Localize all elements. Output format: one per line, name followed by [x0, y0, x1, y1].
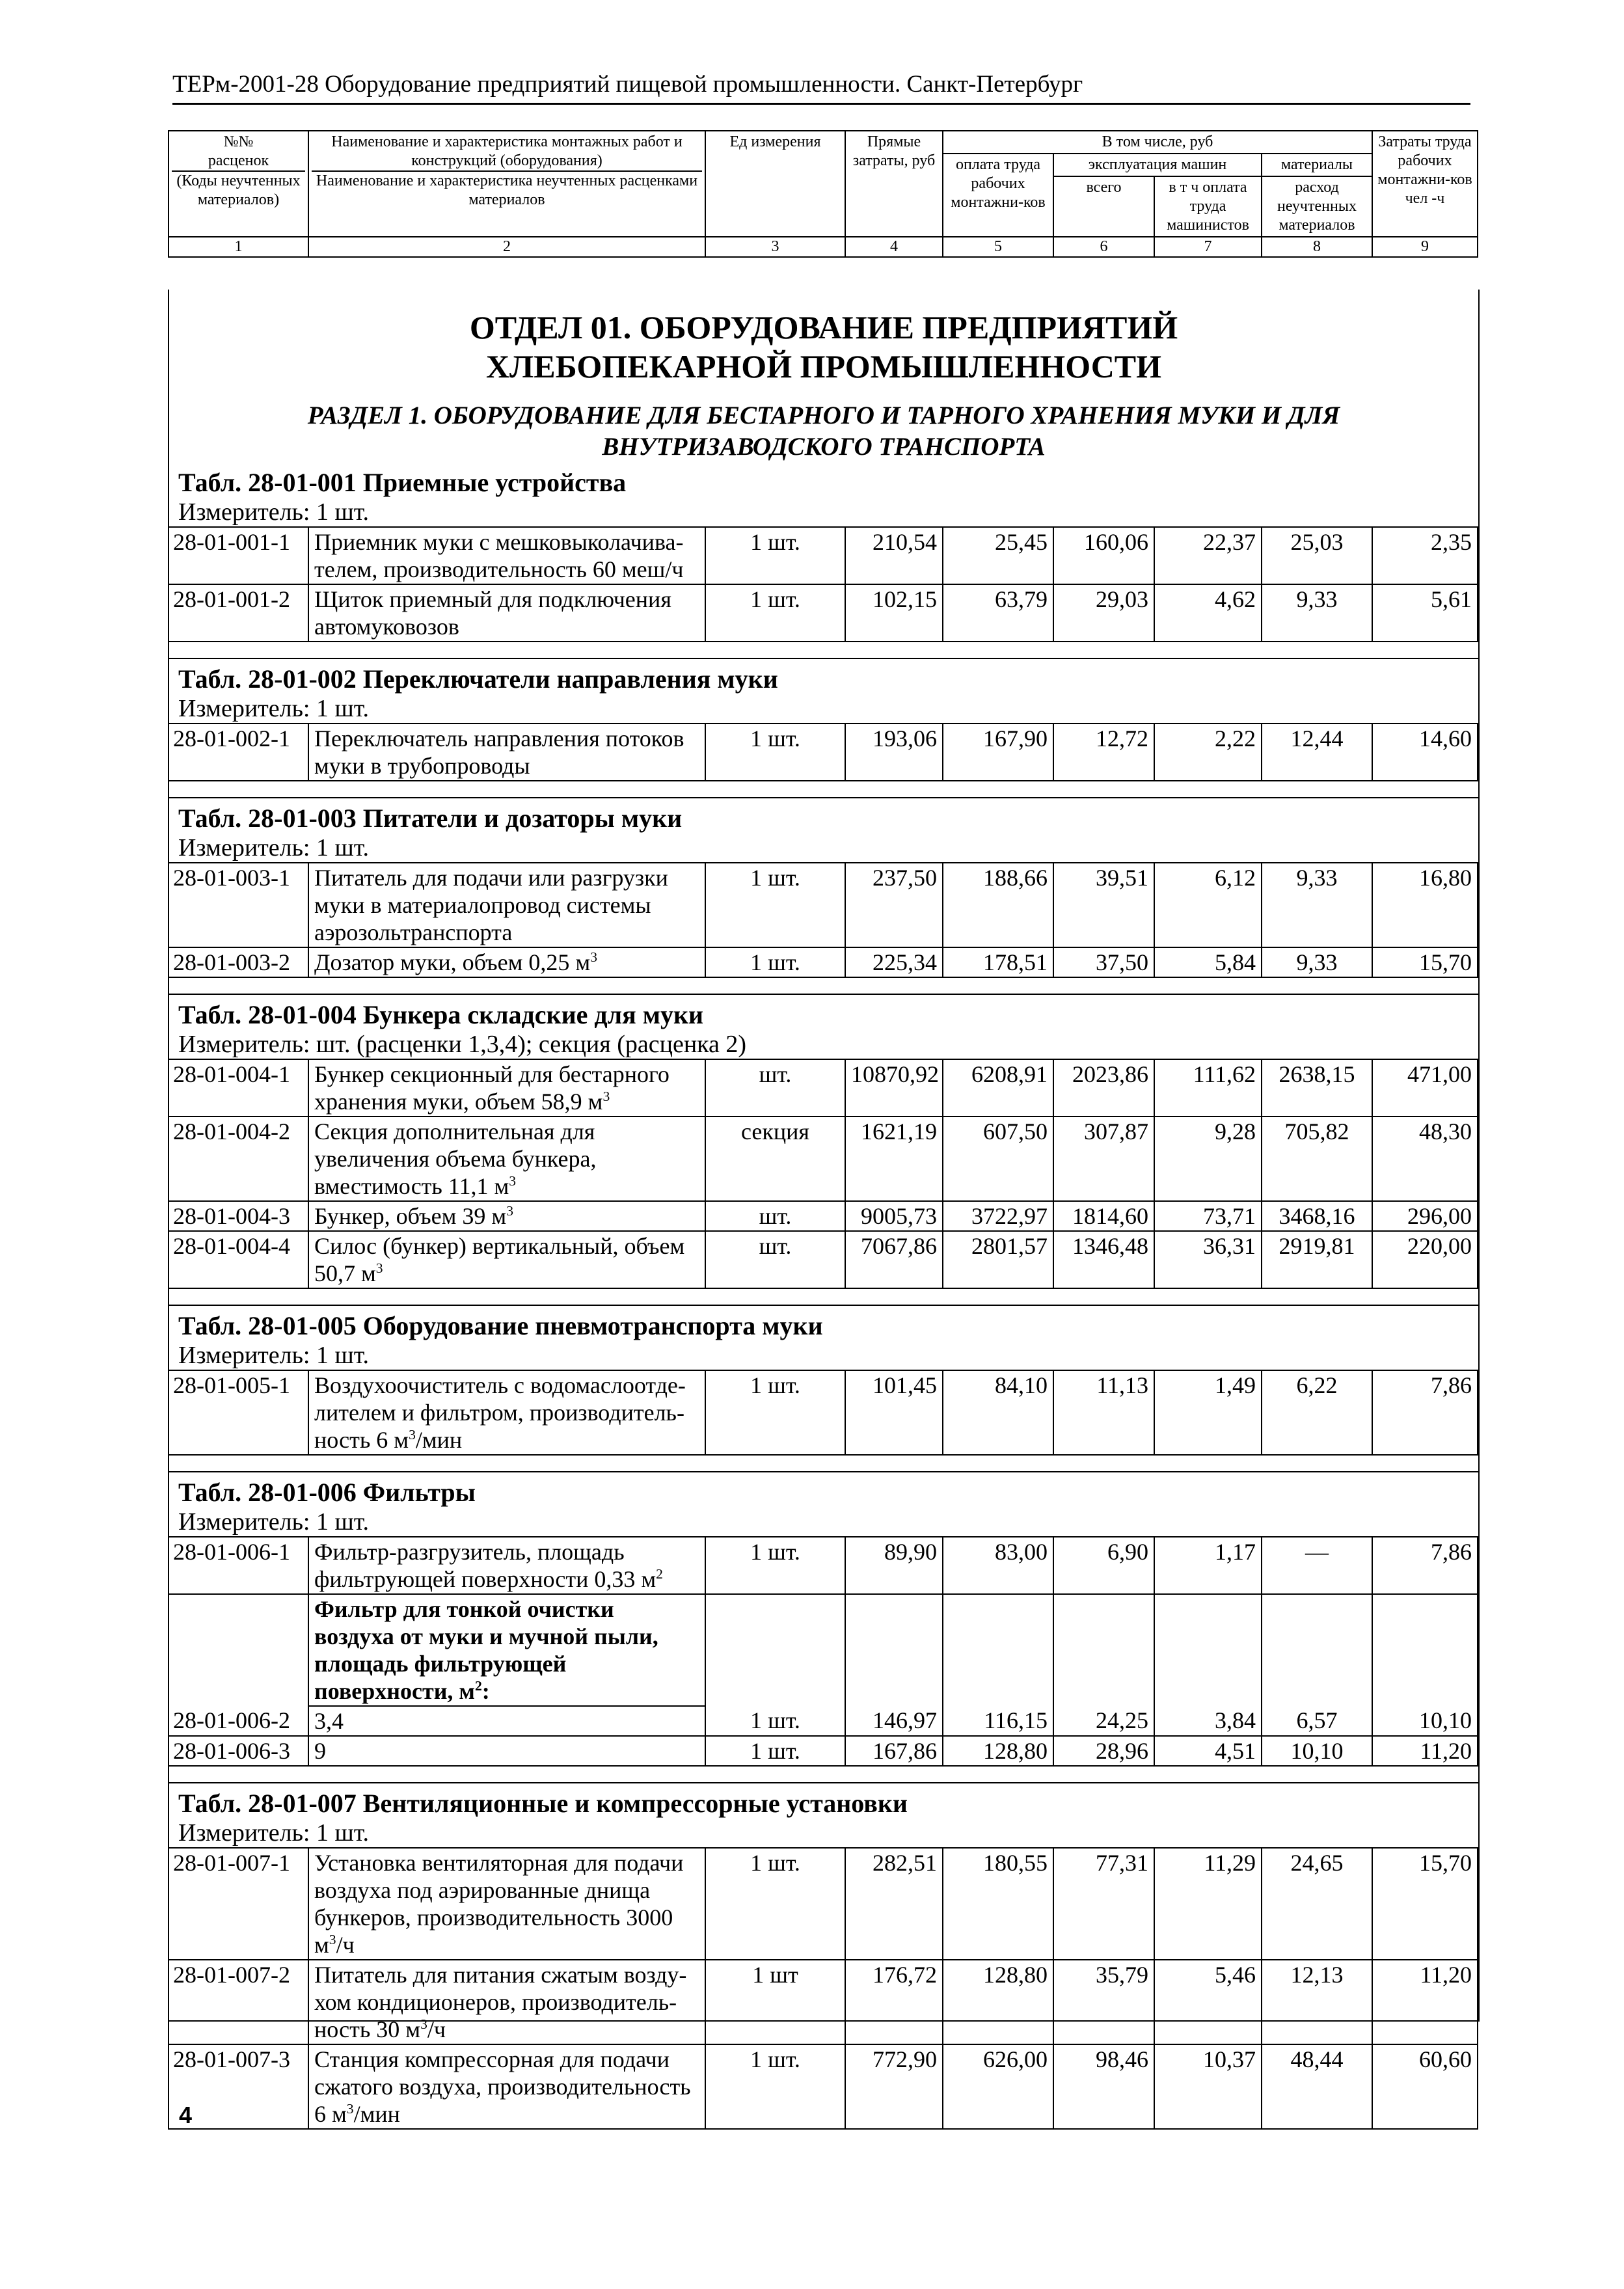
- empty-cell: [705, 1594, 845, 1706]
- table-row: [169, 1231, 1478, 1288]
- machines-header: эксплуатация машин: [1053, 154, 1262, 176]
- work-name-text: Воздухоочиститель с водомаслоотде-лителем и фильтром, производитель-ность 6 м: [314, 1372, 686, 1453]
- col-5-header: оплата труда рабочих монтажни-ков: [943, 154, 1053, 237]
- table-row: [169, 527, 1478, 584]
- rate-table-block: [169, 978, 1478, 1289]
- value-v5: 128,80: [943, 1960, 1053, 2044]
- rate-table: [168, 862, 1478, 978]
- value-v7: 1,49: [1154, 1370, 1262, 1455]
- rate-code: 28-01-006-3: [169, 1736, 308, 1766]
- table-separator: [169, 1456, 1478, 1472]
- unit-cell: 1 шт.: [705, 1848, 845, 1960]
- col-number: 5: [943, 237, 1053, 257]
- rate-table-title: Табл. 28-01-005 Оборудование пневмотранспорта муки: [178, 1311, 823, 1340]
- work-name: [308, 1706, 705, 1736]
- value-v4: 1621,19: [845, 1117, 943, 1201]
- unit-cell: шт.: [705, 1201, 845, 1231]
- value-v4: 7067,86: [845, 1231, 943, 1288]
- table-row: [169, 1960, 1478, 2044]
- rate-table: [168, 1059, 1478, 1289]
- work-name-tail: /мин: [353, 2101, 400, 2127]
- col-number: 2: [308, 237, 705, 257]
- rate-table: [168, 1536, 1478, 1767]
- rate-table-meter: Измеритель: 1 шт.: [178, 498, 369, 526]
- rate-code: 28-01-004-1: [169, 1059, 308, 1117]
- value-v5: 116,15: [943, 1706, 1053, 1736]
- unit-cell: шт.: [705, 1059, 845, 1117]
- rate-table-title: Табл. 28-01-007 Вентиляционные и компрессорные установки: [178, 1789, 908, 1818]
- value-v6: 2023,86: [1053, 1059, 1154, 1117]
- rate-table-meter: Измеритель: 1 шт.: [178, 1342, 369, 1369]
- work-name: [308, 1117, 705, 1201]
- value-v9: 296,00: [1372, 1201, 1478, 1231]
- work-name-text: Бункер секционный для бестарного хранения муки, объем 58,9 м: [314, 1061, 670, 1115]
- rate-code: 28-01-001-2: [169, 584, 308, 642]
- rate-table: [168, 723, 1478, 781]
- group-heading: [308, 1594, 705, 1706]
- value-v7: 2,22: [1154, 724, 1262, 781]
- rate-code: 28-01-004-2: [169, 1117, 308, 1201]
- work-name: [308, 863, 705, 947]
- value-v4: 237,50: [845, 863, 943, 947]
- work-name-text: Установка вентиляторная для подачи воздуха под аэрированные днища бункеров, производительность 3000 м: [314, 1850, 684, 1958]
- work-name-sup: 3: [590, 949, 597, 965]
- rate-code: 28-01-003-2: [169, 947, 308, 977]
- column-number-row: [169, 237, 1478, 257]
- value-v6: 35,79: [1053, 1960, 1154, 2044]
- rate-code: 28-01-006-2: [169, 1706, 308, 1736]
- rate-table-title: Табл. 28-01-004 Бункера складские для муки: [178, 1000, 704, 1029]
- value-v8: —: [1262, 1537, 1372, 1594]
- work-name: [308, 947, 705, 977]
- table-row: [169, 1370, 1478, 1455]
- rate-code: 28-01-002-1: [169, 724, 308, 781]
- value-v4: 225,34: [845, 947, 943, 977]
- col-number: 7: [1154, 237, 1262, 257]
- value-v9: 11,20: [1372, 1736, 1478, 1766]
- value-v7: 22,37: [1154, 527, 1262, 584]
- value-v5: 2801,57: [943, 1231, 1053, 1288]
- table-row: [169, 1706, 1478, 1736]
- value-v8: 705,82: [1262, 1117, 1372, 1201]
- work-name-tail: /ч: [427, 2016, 446, 2042]
- value-v6: 1814,60: [1053, 1201, 1154, 1231]
- value-v6: 11,13: [1053, 1370, 1154, 1455]
- rate-table-meter: Измеритель: 1 шт.: [178, 1508, 369, 1536]
- value-v4: 210,54: [845, 527, 943, 584]
- value-v7: 111,62: [1154, 1059, 1262, 1117]
- table-separator: [169, 978, 1478, 995]
- table-row: [169, 2044, 1478, 2129]
- value-v5: 607,50: [943, 1117, 1053, 1201]
- rate-table-title: Табл. 28-01-003 Питатели и дозаторы муки: [178, 804, 683, 833]
- work-name-sup: 3: [409, 1427, 416, 1442]
- rate-table-block: [169, 468, 1478, 642]
- work-name: [308, 584, 705, 642]
- work-name-text: 3,4: [314, 1708, 344, 1734]
- rate-code: 28-01-007-3: [169, 2044, 308, 2129]
- page-number: 4: [179, 2102, 193, 2128]
- col-2-label-b: Наименование и характеристика неучтенных расценками материалов: [312, 170, 702, 210]
- group-heading-text: Фильтр для тонкой очистки воздуха от муки и мучной пыли, площадь фильтрующей поверхности, м: [314, 1596, 658, 1704]
- work-name: [308, 1960, 705, 2044]
- rate-table: [168, 1370, 1478, 1456]
- value-v8: 6,22: [1262, 1370, 1372, 1455]
- work-name-sup: 3: [346, 2101, 354, 2117]
- rate-table-title: Табл. 28-01-001 Приемные устройства: [178, 468, 627, 497]
- value-v5: 128,80: [943, 1736, 1053, 1766]
- work-name-sup: 2: [656, 1566, 663, 1582]
- section-title: РАЗДЕЛ 1. ОБОРУДОВАНИЕ ДЛЯ БЕСТАРНОГО И ТАРНОГО ХРАНЕНИЯ МУКИ И ДЛЯ ВНУТРИЗАВОДСКОГО ТРАНСПОРТА: [307, 401, 1340, 461]
- rate-code: 28-01-004-4: [169, 1231, 308, 1288]
- col-2-header: [308, 131, 705, 237]
- unit-cell: 1 шт.: [705, 1370, 845, 1455]
- work-name-text: Щиток приемный для подключения автомуковозов: [314, 586, 671, 640]
- rate-code: 28-01-007-1: [169, 1848, 308, 1960]
- work-name-text: Приемник муки с мешковыколачива-телем, производительность 60 меш/ч: [314, 529, 684, 582]
- value-v7: 10,37: [1154, 2044, 1262, 2129]
- work-name-text: Секция дополнительная для увеличения объема бункера, вместимость 11,1 м: [314, 1118, 597, 1199]
- table-row: [169, 1117, 1478, 1201]
- value-v9: 14,60: [1372, 724, 1478, 781]
- value-v8: 9,33: [1262, 947, 1372, 977]
- col-number: 8: [1262, 237, 1372, 257]
- rate-table: [168, 1847, 1478, 2130]
- unit-cell: 1 шт.: [705, 1537, 845, 1594]
- col-8-header: расход неучтенных материалов: [1262, 176, 1372, 237]
- unit-cell: 1 шт.: [705, 947, 845, 977]
- value-v8: 9,33: [1262, 584, 1372, 642]
- work-name: [308, 1059, 705, 1117]
- work-name-tail: /ч: [336, 1932, 355, 1958]
- table-row: [169, 724, 1478, 781]
- work-name-text: Силос (бункер) вертикальный, объем 50,7 м: [314, 1233, 685, 1286]
- empty-cell: [943, 1594, 1053, 1706]
- rate-table-meter: Измеритель: 1 шт.: [178, 834, 369, 861]
- work-name-text: 9: [314, 1738, 326, 1764]
- work-name-text: Станция компрессорная для подачи сжатого воздуха, производительность 6 м: [314, 2046, 691, 2127]
- col-number: 1: [169, 237, 308, 257]
- value-v7: 3,84: [1154, 1706, 1262, 1736]
- tables-container: [169, 468, 1478, 2130]
- value-v7: 36,31: [1154, 1231, 1262, 1288]
- value-v9: 11,20: [1372, 1960, 1478, 2044]
- rate-code: 28-01-001-1: [169, 527, 308, 584]
- work-name: [308, 1537, 705, 1594]
- value-v9: 2,35: [1372, 527, 1478, 584]
- table-row: [169, 1201, 1478, 1231]
- value-v9: 15,70: [1372, 947, 1478, 977]
- work-name-sup: 3: [375, 1260, 383, 1276]
- value-v9: 471,00: [1372, 1059, 1478, 1117]
- col-2-label-a: Наименование и характеристика монтажных работ и конструкций (оборудования): [331, 133, 683, 169]
- rate-table: [168, 526, 1478, 642]
- work-name-text: Бункер, объем 39 м: [314, 1203, 507, 1229]
- value-v6: 12,72: [1053, 724, 1154, 781]
- rate-table-meter: Измеритель: 1 шт.: [178, 695, 369, 722]
- table-row: [169, 863, 1478, 947]
- table-separator: [169, 1767, 1478, 1783]
- value-v4: 102,15: [845, 584, 943, 642]
- value-v4: 89,90: [845, 1537, 943, 1594]
- rate-table-block: [169, 1456, 1478, 1767]
- value-v5: 63,79: [943, 584, 1053, 642]
- group-heading-row: [169, 1594, 1478, 1706]
- rate-table-meter: Измеритель: шт. (расценки 1,3,4); секция (расценка 2): [178, 1031, 747, 1058]
- value-v5: 167,90: [943, 724, 1053, 781]
- rate-code: 28-01-003-1: [169, 863, 308, 947]
- col-6-header: всего: [1053, 176, 1154, 237]
- value-v6: 39,51: [1053, 863, 1154, 947]
- col-number: 4: [845, 237, 943, 257]
- value-v6: 307,87: [1053, 1117, 1154, 1201]
- value-v6: 24,25: [1053, 1706, 1154, 1736]
- unit-cell: 1 шт.: [705, 584, 845, 642]
- value-v8: 25,03: [1262, 527, 1372, 584]
- work-name: [308, 724, 705, 781]
- unit-cell: 1 шт.: [705, 1706, 845, 1736]
- value-v5: 626,00: [943, 2044, 1053, 2129]
- value-v9: 5,61: [1372, 584, 1478, 642]
- col-3-header: Ед измерения: [705, 131, 845, 237]
- table-row: [169, 947, 1478, 977]
- price-table-body: [168, 290, 1480, 2127]
- work-name-sup: 3: [509, 1173, 517, 1189]
- value-v5: 188,66: [943, 863, 1053, 947]
- rate-table-block: [169, 781, 1478, 978]
- col-4-header: Прямые затраты, руб: [845, 131, 943, 237]
- work-name-sup: 3: [420, 2016, 427, 2032]
- value-v7: 1,17: [1154, 1537, 1262, 1594]
- value-v7: 4,51: [1154, 1736, 1262, 1766]
- value-v4: 10870,92: [845, 1059, 943, 1117]
- table-separator: [169, 642, 1478, 659]
- col-7-header: в т ч оплата труда машинистов: [1154, 176, 1262, 237]
- value-v6: 6,90: [1053, 1537, 1154, 1594]
- value-v4: 9005,73: [845, 1201, 943, 1231]
- running-header: ТЕРм-2001-28 Оборудование предприятий пищевой промышленности. Санкт-Петербург: [172, 70, 1470, 105]
- value-v7: 73,71: [1154, 1201, 1262, 1231]
- work-name: [308, 1201, 705, 1231]
- rate-code: 28-01-006-1: [169, 1537, 308, 1594]
- rate-table-title: Табл. 28-01-002 Переключатели направления муки: [178, 664, 778, 694]
- empty-cell: [845, 1594, 943, 1706]
- rate-table-block: [169, 1767, 1478, 2130]
- table-row: [169, 1537, 1478, 1594]
- table-row: [169, 1059, 1478, 1117]
- work-name-text: Дозатор муки, объем 0,25 м: [314, 949, 591, 975]
- unit-cell: 1 шт.: [705, 863, 845, 947]
- value-v8: 6,57: [1262, 1706, 1372, 1736]
- value-v9: 16,80: [1372, 863, 1478, 947]
- value-v8: 2919,81: [1262, 1231, 1372, 1288]
- value-v8: 10,10: [1262, 1736, 1372, 1766]
- group-heading-tail: :: [481, 1678, 490, 1704]
- col-number: 3: [705, 237, 845, 257]
- value-v6: 28,96: [1053, 1736, 1154, 1766]
- unit-cell: 1 шт.: [705, 1736, 845, 1766]
- group-heading-sup: 2: [474, 1678, 482, 1694]
- value-v5: 83,00: [943, 1537, 1053, 1594]
- work-name-sup: 3: [602, 1089, 610, 1104]
- col-number: 6: [1053, 237, 1154, 257]
- value-v7: 4,62: [1154, 584, 1262, 642]
- materials-header: материалы: [1262, 154, 1372, 176]
- value-v5: 84,10: [943, 1370, 1053, 1455]
- column-header-table: [168, 130, 1478, 258]
- unit-cell: секция: [705, 1117, 845, 1201]
- value-v9: 60,60: [1372, 2044, 1478, 2129]
- col-number: 9: [1372, 237, 1478, 257]
- rate-table-block: [169, 1289, 1478, 1456]
- value-v9: 10,10: [1372, 1706, 1478, 1736]
- value-v4: 193,06: [845, 724, 943, 781]
- value-v8: 3468,16: [1262, 1201, 1372, 1231]
- rate-table-block: [169, 642, 1478, 781]
- empty-cell: [169, 1594, 308, 1706]
- table-row: [169, 1736, 1478, 1766]
- value-v8: 12,13: [1262, 1960, 1372, 2044]
- work-name: [308, 2044, 705, 2129]
- value-v9: 7,86: [1372, 1370, 1478, 1455]
- value-v4: 101,45: [845, 1370, 943, 1455]
- rate-code: 28-01-007-2: [169, 1960, 308, 2044]
- value-v7: 5,46: [1154, 1960, 1262, 2044]
- unit-cell: шт.: [705, 1231, 845, 1288]
- department-title: ОТДЕЛ 01. ОБОРУДОВАНИЕ ПРЕДПРИЯТИЙ ХЛЕБОПЕКАРНОЙ ПРОМЫШЛЕННОСТИ: [469, 309, 1178, 385]
- value-v6: 160,06: [1053, 527, 1154, 584]
- empty-cell: [1154, 1594, 1262, 1706]
- col-1-header: [169, 131, 308, 237]
- rate-table-meter: Измеритель: 1 шт.: [178, 1819, 369, 1847]
- value-v8: 12,44: [1262, 724, 1372, 781]
- unit-cell: 1 шт.: [705, 2044, 845, 2129]
- work-name: [308, 1231, 705, 1288]
- empty-cell: [1372, 1594, 1478, 1706]
- value-v6: 37,50: [1053, 947, 1154, 977]
- work-name: [308, 1736, 705, 1766]
- value-v9: 7,86: [1372, 1537, 1478, 1594]
- work-name-tail: /мин: [415, 1427, 463, 1453]
- work-name-sup: 3: [329, 1932, 336, 1947]
- rate-code: 28-01-005-1: [169, 1370, 308, 1455]
- work-name-text: Фильтр-разгрузитель, площадь фильтрующей поверхности 0,33 м: [314, 1539, 656, 1592]
- work-name-sup: 3: [506, 1203, 513, 1219]
- work-name: [308, 1848, 705, 1960]
- value-v5: 3722,97: [943, 1201, 1053, 1231]
- value-v7: 9,28: [1154, 1117, 1262, 1201]
- work-name-text: Питатель для питания сжатым возду-хом кондиционеров, производитель-ность 30 м: [314, 1962, 687, 2042]
- value-v4: 167,86: [845, 1736, 943, 1766]
- col-1-label-b: расценок: [208, 152, 269, 169]
- value-v6: 1346,48: [1053, 1231, 1154, 1288]
- unit-cell: 1 шт: [705, 1960, 845, 2044]
- value-v4: 176,72: [845, 1960, 943, 2044]
- value-v8: 2638,15: [1262, 1059, 1372, 1117]
- value-v5: 180,55: [943, 1848, 1053, 1960]
- value-v6: 98,46: [1053, 2044, 1154, 2129]
- col-9-header: Затраты труда рабочих монтажни-ков чел -ч: [1372, 131, 1478, 237]
- value-v6: 77,31: [1053, 1848, 1154, 1960]
- col-1-label-a: №№: [223, 133, 254, 150]
- work-name-text: Питатель для подачи или разгрузки муки в материалопровод системы аэрозольтранспорта: [314, 865, 668, 945]
- empty-cell: [1262, 1594, 1372, 1706]
- table-separator: [169, 1289, 1478, 1306]
- value-v4: 282,51: [845, 1848, 943, 1960]
- table-separator: [169, 781, 1478, 798]
- unit-cell: 1 шт.: [705, 724, 845, 781]
- value-v7: 5,84: [1154, 947, 1262, 977]
- rate-code: 28-01-004-3: [169, 1201, 308, 1231]
- value-v9: 48,30: [1372, 1117, 1478, 1201]
- rate-table-title: Табл. 28-01-006 Фильтры: [178, 1478, 476, 1507]
- empty-cell: [1053, 1594, 1154, 1706]
- value-v7: 6,12: [1154, 863, 1262, 947]
- value-v4: 772,90: [845, 2044, 943, 2129]
- value-v8: 24,65: [1262, 1848, 1372, 1960]
- value-v6: 29,03: [1053, 584, 1154, 642]
- value-v9: 15,70: [1372, 1848, 1478, 1960]
- value-v7: 11,29: [1154, 1848, 1262, 1960]
- col-1-label-c: (Коды неучтенных материалов): [172, 170, 305, 210]
- incl-header: В том числе, руб: [943, 131, 1372, 154]
- table-row: [169, 584, 1478, 642]
- table-row: [169, 1848, 1478, 1960]
- unit-cell: 1 шт.: [705, 527, 845, 584]
- value-v8: 9,33: [1262, 863, 1372, 947]
- work-name-text: Переключатель направления потоков муки в трубопроводы: [314, 725, 684, 779]
- value-v4: 146,97: [845, 1706, 943, 1736]
- work-name: [308, 527, 705, 584]
- work-name: [308, 1370, 705, 1455]
- value-v8: 48,44: [1262, 2044, 1372, 2129]
- value-v5: 25,45: [943, 527, 1053, 584]
- value-v9: 220,00: [1372, 1231, 1478, 1288]
- value-v5: 6208,91: [943, 1059, 1053, 1117]
- value-v5: 178,51: [943, 947, 1053, 977]
